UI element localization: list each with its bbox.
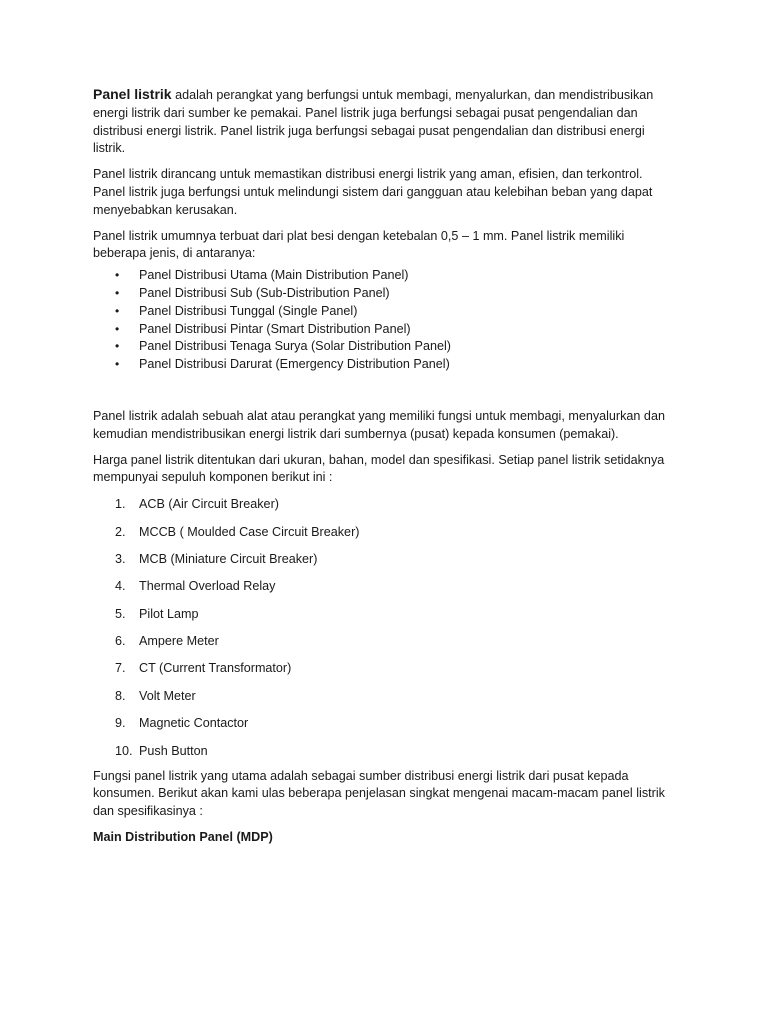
list-item: 9. Magnetic Contactor: [93, 715, 673, 742]
list-item: • Panel Distribusi Pintar (Smart Distribution Panel): [93, 321, 673, 339]
list-item: 6. Ampere Meter: [93, 633, 673, 660]
components-list: [93, 496, 673, 763]
document-page: [93, 86, 673, 855]
list-number: 10.: [115, 743, 133, 758]
bullet-icon: •: [115, 339, 120, 354]
paragraph-price: Harga panel listrik ditentukan dari ukuran, bahan, model dan spesifikasi. Setiap panel listrik setidaknya mempunyai sepuluh komponen berikut ini :: [93, 452, 665, 485]
list-item: 4. Thermal Overload Relay: [93, 578, 673, 605]
list-number: 8.: [115, 688, 126, 703]
list-item: • Panel Distribusi Sub (Sub-Distribution Panel): [93, 285, 673, 303]
bullet-icon: •: [115, 321, 120, 336]
list-item: • Panel Distribusi Darurat (Emergency Distribution Panel): [93, 356, 673, 374]
panel-types-list: [93, 267, 673, 374]
bullet-icon: •: [115, 268, 120, 283]
list-number: 3.: [115, 551, 126, 566]
list-item: 7. CT (Current Transformator): [93, 660, 673, 687]
bullet-icon: •: [115, 357, 120, 372]
list-number: 6.: [115, 634, 126, 649]
list-item: • Panel Distribusi Tunggal (Single Panel): [93, 303, 673, 321]
list-number: 7.: [115, 661, 126, 676]
list-number: 5.: [115, 606, 126, 621]
list-number: 1.: [115, 497, 126, 512]
list-item: 8. Volt Meter: [93, 688, 673, 715]
list-item: • Panel Distribusi Utama (Main Distribution Panel): [93, 267, 673, 285]
bullet-icon: •: [115, 285, 120, 300]
intro-text: adalah perangkat yang berfungsi untuk membagi, menyalurkan, dan mendistribusikan energi listrik dari sumber ke pemakai. Panel listrik juga berfungsi sebagai pusat pengendalian dan distribusi energi listrik. Panel listrik juga berfungsi sebagai pusat pengendalian dan distribusi energi listrik.: [93, 88, 654, 156]
list-item: 5. Pilot Lamp: [93, 606, 673, 633]
list-item: 1. ACB (Air Circuit Breaker): [93, 496, 673, 523]
intro-paragraph: [93, 86, 673, 158]
list-item: 3. MCB (Miniature Circuit Breaker): [93, 551, 673, 578]
list-item: 2. MCCB ( Moulded Case Circuit Breaker): [93, 524, 673, 551]
section-heading: Main Distribution Panel (MDP): [93, 830, 273, 845]
paragraph-material: Panel listrik umumnya terbuat dari plat besi dengan ketebalan 0,5 – 1 mm. Panel listrik memiliki beberapa jenis, di antaranya:: [93, 228, 625, 261]
bullet-icon: •: [115, 303, 120, 318]
list-number: 2.: [115, 524, 126, 539]
blank-gap: [93, 374, 673, 408]
intro-term: Panel listrik: [93, 86, 172, 102]
list-number: 4.: [115, 579, 126, 594]
paragraph-function: Fungsi panel listrik yang utama adalah sebagai sumber distribusi energi listrik dari pusat kepada konsumen. Berikut akan kami ulas beberapa penjelasan singkat mengenai macam-macam panel listrik dan spesifikasinya :: [93, 768, 665, 819]
list-item: 10. Push Button: [93, 743, 673, 763]
list-item: • Panel Distribusi Tenaga Surya (Solar Distribution Panel): [93, 338, 673, 356]
paragraph-design: Panel listrik dirancang untuk memastikan distribusi energi listrik yang aman, efisien, dan terkontrol. Panel listrik juga berfungsi untuk melindungi sistem dari gangguan atau kelebihan beban yang dapat menyebabkan kerusakan.: [93, 167, 653, 217]
list-number: 9.: [115, 716, 126, 731]
paragraph-definition: Panel listrik adalah sebuah alat atau perangkat yang memiliki fungsi untuk membagi, menyalurkan dan kemudian mendistribusikan energi listrik dari sumbernya (pusat) kepada konsumen (pemakai).: [93, 408, 665, 441]
